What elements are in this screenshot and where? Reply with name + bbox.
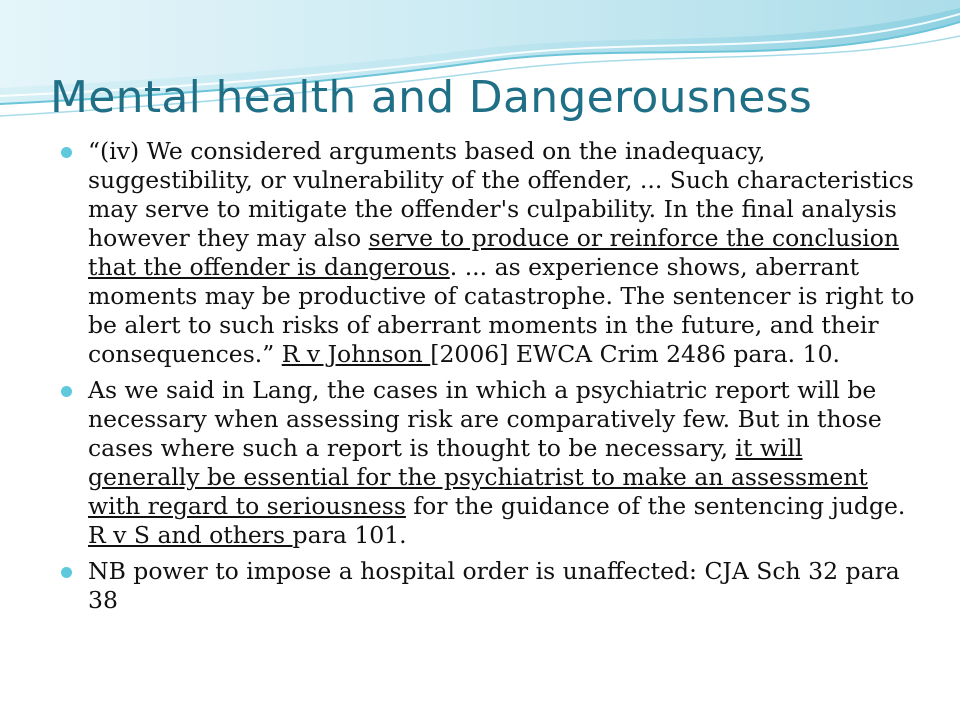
- underlined-text-segment: it will generally be essential for the psychiatrist to make an assessment with regard to seriousness: [88, 434, 868, 520]
- text-segment: . ... as experience shows, aberrant moments may be productive of catastrophe. The sentencer is right to be alert to such risks of aberrant moments in the future, and their consequences.”: [88, 253, 915, 368]
- text-segment: for the guidance of the sentencing judge.: [405, 492, 906, 520]
- slide-title: Mental health and Dangerousness: [50, 72, 813, 123]
- text-segment: “(iv) We considered arguments based on the inadequacy, suggestibility, or vulnerability of the offender, ... Such characteristics may serve to mitigate the offender's culpability. In the final analysis however they may also: [88, 137, 914, 252]
- bullet-item: [58, 376, 918, 550]
- text-segment: [2006] EWCA Crim 2486 para. 10.: [430, 340, 840, 368]
- underlined-text-segment: R v Johnson: [281, 340, 431, 368]
- bullet-dot-icon: [61, 386, 72, 397]
- bullet-item: [58, 557, 918, 615]
- underlined-text-segment: R v S and others: [88, 521, 293, 549]
- text-segment: NB power to impose a hospital order is unaffected: CJA Sch 32 para 38: [88, 557, 900, 614]
- bullet-dot-icon: [61, 147, 72, 158]
- bullet-list: [58, 137, 918, 622]
- text-segment: As we said in Lang, the cases in which a psychiatric report will be necessary when assessing risk are comparatively few. But in those cases where such a report is thought to be necessary,: [88, 376, 882, 462]
- text-segment: para 101.: [292, 521, 407, 549]
- underlined-text-segment: serve to produce or reinforce the conclusion that the offender is dangerous: [88, 224, 900, 281]
- bullet-item: [58, 137, 918, 369]
- bullet-dot-icon: [61, 567, 72, 578]
